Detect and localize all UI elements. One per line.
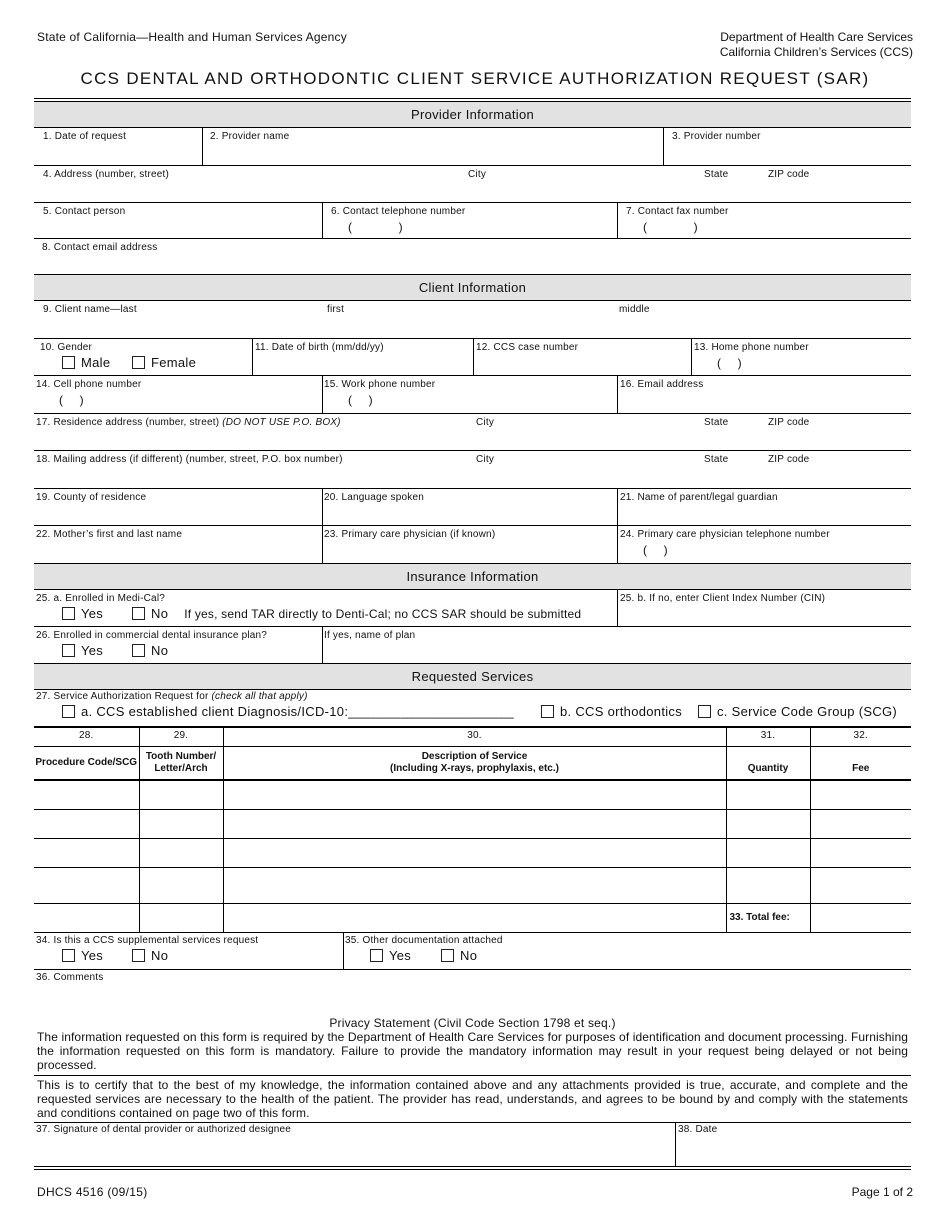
primary-care-physician-field[interactable] <box>322 526 617 563</box>
client-row-7 <box>34 526 911 564</box>
provider-row-1 <box>34 128 911 166</box>
residence-address-note: (DO NOT USE P.O. BOX) <box>222 417 341 428</box>
service-type-note: (check all that apply) <box>211 691 308 702</box>
page-number: Page 1 of 2 <box>851 1185 913 1199</box>
commercial-no-option[interactable] <box>132 643 168 658</box>
plan-name-label: If yes, name of plan <box>324 630 416 641</box>
residence-address-text: 17. Residence address (number, street) <box>36 417 220 428</box>
option-a-diagnosis[interactable] <box>62 704 514 719</box>
client-last-name-label: 9. Client name—last <box>43 304 137 315</box>
provider-address-label: 4. Address (number, street) <box>43 169 170 180</box>
supplemental-yes-checkbox[interactable] <box>62 949 75 962</box>
date-of-request-field[interactable] <box>34 128 202 165</box>
col-29-number: 29. <box>139 728 223 746</box>
residence-state-label: State <box>704 417 729 428</box>
total-fee-cell[interactable] <box>810 903 911 932</box>
insurance-row-2 <box>34 627 911 664</box>
female-checkbox[interactable] <box>132 356 145 369</box>
home-phone-label: 13. Home phone number <box>694 342 809 353</box>
quantity-cell[interactable] <box>726 838 810 867</box>
department-name: Department of Health Care Services <box>720 30 913 44</box>
cell-phone-field[interactable] <box>34 376 322 413</box>
date-of-request-label: 1. Date of request <box>43 131 127 142</box>
section-requested-services: Requested Services <box>34 664 911 690</box>
mailing-state-label: State <box>704 454 729 465</box>
option-c-checkbox[interactable] <box>698 705 711 718</box>
tooth-number-cell[interactable] <box>139 838 223 867</box>
supplemental-request-label: 34. Is this a CCS supplemental services request <box>36 934 259 946</box>
tooth-number-cell[interactable] <box>139 809 223 838</box>
commercial-no-checkbox[interactable] <box>132 644 145 657</box>
supplemental-request-field <box>34 933 343 969</box>
option-a-checkbox[interactable] <box>62 705 75 718</box>
medi-cal-no-label: No <box>151 606 169 621</box>
client-first-name-label: first <box>327 304 345 315</box>
tooth-number-cell[interactable] <box>139 903 223 932</box>
provider-address-field[interactable] <box>34 166 911 203</box>
other-documentation-field <box>343 933 911 969</box>
comments-field[interactable] <box>34 970 911 1012</box>
section-client-information: Client Information <box>34 275 911 301</box>
contact-telephone-label: 6. Contact telephone number <box>331 206 466 217</box>
fee-cell[interactable] <box>810 780 911 809</box>
commercial-insurance-field <box>34 627 322 663</box>
contact-telephone-parens: ( ) <box>348 220 403 234</box>
tooth-number-cell[interactable] <box>139 867 223 903</box>
primary-care-physician-label: 23. Primary care physician (if known) <box>324 529 496 540</box>
service-type-text: 27. Service Authorization Request for <box>36 691 209 702</box>
provider-number-field[interactable] <box>663 128 911 165</box>
medi-cal-yes-checkbox[interactable] <box>62 607 75 620</box>
description-header-title: Description of Service <box>421 750 528 762</box>
service-type-row <box>34 690 911 728</box>
contact-telephone-field[interactable] <box>322 203 617 238</box>
medi-cal-yes-label: Yes <box>81 606 104 621</box>
documentation-yes-checkbox[interactable] <box>370 949 383 962</box>
residence-zip-label: ZIP code <box>768 417 810 428</box>
gender-field <box>34 339 252 375</box>
contact-fax-label: 7. Contact fax number <box>626 206 729 217</box>
client-email-label: 16. Email address <box>620 379 704 390</box>
fee-header: Fee <box>810 746 911 780</box>
physician-phone-field[interactable] <box>617 526 911 563</box>
procedure-code-cell[interactable] <box>34 867 139 903</box>
mother-name-field[interactable] <box>34 526 322 563</box>
signature-field[interactable] <box>34 1123 675 1166</box>
cin-label: 25. b. If no, enter Client Index Number (CIN) <box>620 593 826 604</box>
contact-fax-parens: ( ) <box>643 220 698 234</box>
documentation-yes-option[interactable] <box>370 948 411 963</box>
gender-female-option[interactable] <box>132 355 196 370</box>
section-insurance-information: Insurance Information <box>34 564 911 590</box>
tooth-number-header: Tooth Number/ Letter/Arch <box>139 746 223 780</box>
ccs-case-number-field[interactable] <box>473 339 691 375</box>
services-column-numbers <box>34 728 911 746</box>
signature-label: 37. Signature of dental provider or authorized designee <box>36 1123 292 1135</box>
work-phone-parens: ( ) <box>348 393 373 407</box>
signature-date-label: 38. Date <box>678 1123 718 1135</box>
service-type-label <box>36 691 308 702</box>
col-31-number: 31. <box>726 728 810 746</box>
description-header <box>223 746 726 780</box>
form-id: DHCS 4516 (09/15) <box>37 1185 148 1199</box>
client-row-2 <box>34 339 911 376</box>
supplemental-no-label: No <box>151 947 169 963</box>
mailing-zip-label: ZIP code <box>768 454 810 465</box>
mailing-address-field[interactable] <box>34 451 911 489</box>
guardian-name-field[interactable] <box>617 489 911 525</box>
medi-cal-no-option[interactable] <box>132 606 581 621</box>
language-spoken-field[interactable] <box>322 489 617 525</box>
county-of-residence-label: 19. County of residence <box>36 492 147 503</box>
guardian-name-label: 21. Name of parent/legal guardian <box>620 492 778 503</box>
documentation-yes-label: Yes <box>389 947 412 963</box>
tooth-number-cell[interactable] <box>139 780 223 809</box>
service-line-row <box>34 838 911 867</box>
client-middle-name-label: middle <box>619 304 650 315</box>
col-30-number: 30. <box>223 728 726 746</box>
service-total-row <box>34 903 911 932</box>
provider-zip-label: ZIP code <box>768 169 810 180</box>
client-row-6 <box>34 489 911 526</box>
fee-cell[interactable] <box>810 867 911 903</box>
program-name: California Children’s Services (CCS) <box>719 45 913 59</box>
provider-state-label: State <box>704 169 729 180</box>
mailing-city-label: City <box>476 454 495 465</box>
home-phone-parens: ( ) <box>717 356 742 370</box>
services-column-headers <box>34 746 911 780</box>
work-phone-field[interactable] <box>322 376 617 413</box>
sar-form <box>34 98 911 1170</box>
description-header-sub: (Including X-rays, prophylaxis, etc.) <box>390 762 559 774</box>
quantity-header: Quantity <box>726 746 810 780</box>
mailing-address-label: 18. Mailing address (if different) (number, street, P.O. box number) <box>36 454 343 465</box>
privacy-statement-title: Privacy Statement (Civil Code Section 1798 et seq.) <box>329 1015 616 1030</box>
supplemental-no-checkbox[interactable] <box>132 949 145 962</box>
privacy-statement-text: The information requested on this form is required by the Department of Health Care Services for purposes of identification and document processing. Furnishing the information requested on this form is mandatory. Failure to provide the mandatory information may result in your request being delayed or not being processed. <box>37 1029 908 1072</box>
client-name-field[interactable] <box>34 301 911 339</box>
male-checkbox[interactable] <box>62 356 75 369</box>
provider-city-label: City <box>468 169 487 180</box>
signature-row <box>34 1123 911 1167</box>
residence-city-label: City <box>476 417 495 428</box>
service-line-row <box>34 867 911 903</box>
signature-date-field[interactable] <box>675 1123 911 1166</box>
date-of-birth-field[interactable] <box>252 339 473 375</box>
commercial-yes-option[interactable] <box>62 643 103 658</box>
medi-cal-note: If yes, send TAR directly to Denti-Cal; no CCS SAR should be submitted <box>184 606 582 621</box>
county-of-residence-field[interactable] <box>34 489 322 525</box>
supplemental-yes-option[interactable] <box>62 948 103 963</box>
option-b-orthodontics[interactable] <box>541 704 682 719</box>
home-phone-field[interactable] <box>691 339 911 375</box>
agency-name: State of California—Health and Human Services Agency <box>37 30 347 44</box>
col-32-number: 32. <box>810 728 911 746</box>
medi-cal-label: 25. a. Enrolled in Medi-Cal? <box>36 593 165 604</box>
contact-email-field[interactable] <box>34 239 911 275</box>
option-b-checkbox[interactable] <box>541 705 554 718</box>
male-label: Male <box>81 355 111 370</box>
quantity-cell[interactable] <box>726 809 810 838</box>
description-cell[interactable] <box>223 838 726 867</box>
comments-label: 36. Comments <box>36 971 104 983</box>
documentation-no-checkbox[interactable] <box>441 949 454 962</box>
documentation-no-option[interactable] <box>441 948 477 963</box>
fee-cell[interactable] <box>810 838 911 867</box>
procedure-code-cell[interactable] <box>34 838 139 867</box>
option-c-label: c. Service Code Group (SCG) <box>717 704 898 719</box>
residence-address-field[interactable] <box>34 414 911 451</box>
procedure-code-header: Procedure Code/SCG <box>34 746 139 780</box>
provider-name-field[interactable] <box>202 128 663 165</box>
procedure-code-cell[interactable] <box>34 780 139 809</box>
client-row-3 <box>34 376 911 414</box>
mother-name-label: 22. Mother’s first and last name <box>36 529 183 540</box>
contact-fax-field[interactable] <box>617 203 911 238</box>
description-cell[interactable] <box>223 903 726 932</box>
medi-cal-field <box>34 590 617 626</box>
section-provider-information: Provider Information <box>34 102 911 128</box>
client-email-field[interactable] <box>617 376 911 413</box>
physician-phone-label: 24. Primary care physician telephone number <box>620 529 830 540</box>
date-of-birth-label: 11. Date of birth (mm/dd/yy) <box>255 342 384 353</box>
language-spoken-label: 20. Language spoken <box>324 492 424 503</box>
procedure-code-cell[interactable] <box>34 809 139 838</box>
cell-phone-parens: ( ) <box>59 393 84 407</box>
quantity-cell[interactable] <box>726 867 810 903</box>
supplemental-yes-label: Yes <box>81 947 104 963</box>
provider-row-3 <box>34 203 911 239</box>
description-cell[interactable] <box>223 780 726 809</box>
certification-text: This is to certify that to the best of my knowledge, the information contained above and any attachments provided is true, accurate, and complete and the requested services are necessary to the health of the patient. The provider has read, understands, and agrees to be bound by and comply with the statements and conditions contained on page two of this form. <box>34 1075 911 1123</box>
procedure-code-cell[interactable] <box>34 903 139 932</box>
other-documentation-label: 35. Other documentation attached <box>345 934 503 946</box>
contact-email-label: 8. Contact email address <box>42 242 158 253</box>
description-cell[interactable] <box>223 809 726 838</box>
commercial-no-label: No <box>151 643 169 658</box>
contact-person-field[interactable] <box>34 203 322 238</box>
services-table <box>34 728 911 933</box>
cin-field[interactable] <box>617 590 911 626</box>
female-label: Female <box>151 355 197 370</box>
supplemental-no-option[interactable] <box>132 948 168 963</box>
quantity-cell[interactable] <box>726 780 810 809</box>
option-c-scg[interactable] <box>698 704 897 719</box>
contact-person-label: 5. Contact person <box>43 206 126 217</box>
gender-male-option[interactable] <box>62 355 110 370</box>
residence-address-label <box>36 417 341 428</box>
commercial-yes-label: Yes <box>81 643 104 658</box>
total-fee-label: 33. Total fee: <box>726 903 810 932</box>
work-phone-label: 15. Work phone number <box>324 379 436 390</box>
commercial-insurance-label: 26. Enrolled in commercial dental insurance plan? <box>36 630 268 641</box>
option-a-label: a. CCS established client Diagnosis/ICD-10:______________________ <box>81 704 514 719</box>
physician-phone-parens: ( ) <box>643 543 668 557</box>
col-28-number: 28. <box>34 728 139 746</box>
service-line-row <box>34 809 911 838</box>
option-b-label: b. CCS orthodontics <box>560 704 683 719</box>
cell-phone-label: 14. Cell phone number <box>36 379 142 390</box>
plan-name-field[interactable] <box>322 627 911 663</box>
fee-cell[interactable] <box>810 809 911 838</box>
department-block <box>720 30 913 60</box>
service-line-row <box>34 780 911 809</box>
ccs-case-number-label: 12. CCS case number <box>476 342 579 353</box>
insurance-row-1 <box>34 590 911 627</box>
medi-cal-yes-option[interactable] <box>62 606 103 621</box>
provider-number-label: 3. Provider number <box>672 131 761 142</box>
provider-name-label: 2. Provider name <box>210 131 290 142</box>
gender-label: 10. Gender <box>40 342 93 353</box>
documentation-no-label: No <box>460 947 478 963</box>
commercial-yes-checkbox[interactable] <box>62 644 75 657</box>
form-title: CCS DENTAL AND ORTHODONTIC CLIENT SERVICE AUTHORIZATION REQUEST (SAR) <box>80 69 870 88</box>
bottom-rule <box>34 1167 911 1170</box>
other-row <box>34 933 911 970</box>
description-cell[interactable] <box>223 867 726 903</box>
medi-cal-no-checkbox[interactable] <box>132 607 145 620</box>
